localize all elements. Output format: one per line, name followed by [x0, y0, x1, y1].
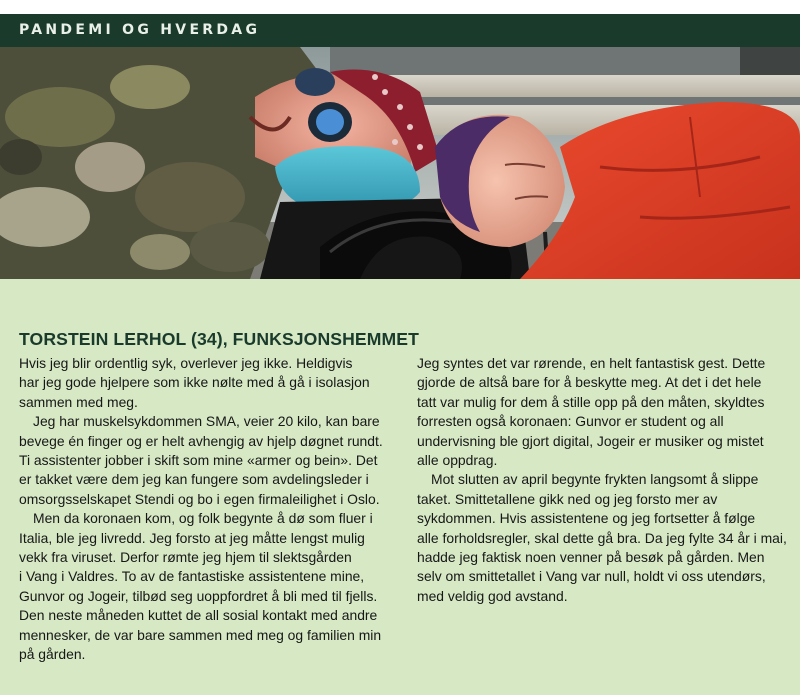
text-line: med veldig god avstand.	[417, 587, 568, 604]
article-body	[0, 279, 800, 695]
text-line: Gunvor og Jogeir, tilbød seg uoppfordret å bli med til fjells.	[19, 587, 378, 604]
text-line: alle forholdsregler, skal dette gå bra. Da jeg fylte 34 år i mai,	[417, 529, 787, 546]
text-line: alle oppdrag.	[417, 452, 498, 469]
text-line: er takket være dem jeg kan fungere som avdelingsleder i	[19, 471, 369, 488]
article-heading: TORSTEIN LERHOL (34), FUNKSJONSHEMMET	[19, 329, 419, 349]
text-line: Men da koronaen kom, og folk begynte å dø som fluer i	[33, 510, 373, 527]
text-line: undervisning ble gjort digital, Jogeir er musiker og mistet	[417, 432, 764, 449]
text-line: Italia, ble jeg livredd. Jeg forsto at jeg måtte lengst mulig	[19, 529, 365, 546]
photo-two-people-resting-icon	[0, 47, 800, 279]
text-line: gjorde de altså bare for å beskytte meg. At det i det hele	[417, 374, 762, 391]
text-line: bevege én finger og er helt avhengig av hjelp døgnet rundt.	[19, 432, 383, 449]
text-line: sykdommen. Hvis assistentene og jeg fortsetter å følge	[417, 510, 756, 527]
text-line: omsorgsselskapet Stendi og bo i egen firmaleilighet i Oslo.	[19, 490, 380, 507]
article-left-column	[19, 354, 402, 665]
article-right-column	[417, 354, 789, 606]
text-line: forresten også koronaen: Gunvor er student og all	[417, 413, 724, 430]
text-line: Jeg syntes det var rørende, en helt fantastisk gest. Dette	[417, 355, 766, 371]
text-line: Jeg har muskelsykdommen SMA, veier 20 kilo, kan bare	[33, 413, 380, 430]
text-line: vekk fra viruset. Derfor rømte jeg hjem til slektsgården	[19, 549, 352, 566]
top-margin	[0, 0, 800, 14]
text-line: sammen med meg.	[19, 393, 138, 410]
text-line: taket. Smittetallene gikk ned og jeg forsto mer av	[417, 490, 718, 507]
text-line: har jeg gode hjelpere som ikke nølte med å gå i isolasjon	[19, 374, 370, 391]
text-line: selv om smittetallet i Vang var null, holdt vi oss utendørs,	[417, 568, 766, 585]
article-photo	[0, 47, 800, 279]
text-line: mennesker, de var bare sammen med meg og familien min	[19, 626, 382, 643]
text-line: på gården.	[19, 646, 86, 663]
text-line: Ti assistenter jobber i skift som mine «armer og bein». Det	[19, 452, 378, 469]
section-label: PANDEMI OG HVERDAG	[19, 22, 261, 38]
text-line: tatt var mulig for dem å stille opp på den måten, skyldtes	[417, 393, 765, 410]
text-line: Mot slutten av april begynte frykten langsomt å slippe	[431, 471, 759, 488]
text-line: Den neste måneden kuttet de all sosial kontakt med andre	[19, 607, 378, 624]
text-line: Hvis jeg blir ordentlig syk, overlever jeg ikke. Heldigvis	[19, 355, 353, 371]
text-line: hadde jeg faktisk noen venner på besøk på gården. Men	[417, 549, 765, 566]
text-line: i Vang i Valdres. To av de fantastiske assistentene mine,	[19, 568, 365, 585]
